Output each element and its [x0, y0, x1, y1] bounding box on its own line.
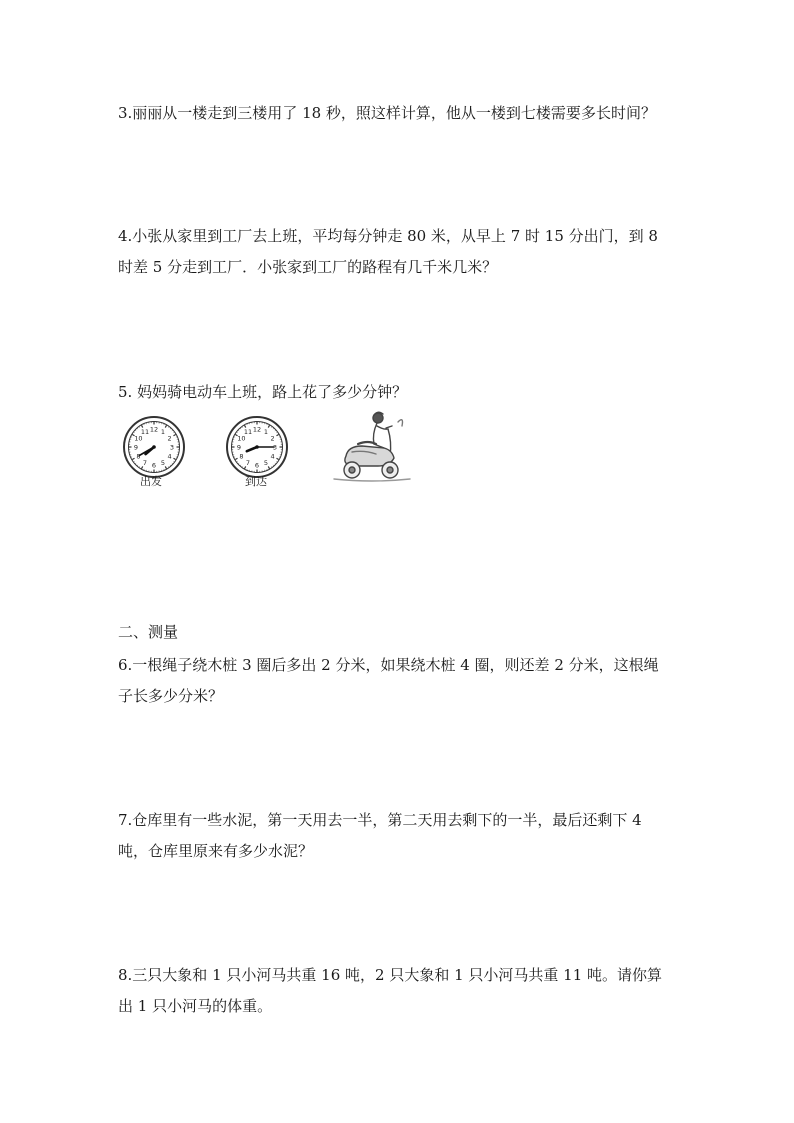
clock-depart-numeral: 4 — [167, 452, 172, 461]
clock-arrive-icon — [225, 415, 289, 479]
clock-arrive-center — [255, 445, 259, 449]
question-5: 5. 妈妈骑电动车上班，路上花了多少分钟？ — [118, 383, 408, 401]
clock-arrive-numeral: 6 — [254, 461, 260, 470]
clock-arrive-numeral: 10 — [237, 434, 246, 443]
clock-arrive-numeral: 2 — [270, 434, 275, 443]
clock-arrive-numeral: 5 — [263, 458, 269, 467]
clock-depart-numeral: 5 — [160, 458, 166, 467]
clock-arrive-numeral: 11 — [243, 427, 253, 436]
question-7-line-1: 7.仓库里有一些水泥，第一天用去一半，第二天用去剩下的一半，最后还剩下 4 — [118, 811, 642, 829]
clock-arrive-numeral: 8 — [239, 452, 244, 461]
clock-depart-numeral: 9 — [133, 443, 139, 452]
clock-arrive-label: 到达 — [245, 475, 267, 488]
clock-arrive-numeral: 1 — [263, 427, 269, 436]
clock-depart-numeral: 11 — [140, 427, 150, 436]
question-4-line-2: 时差 5 分走到工厂．小张家到工厂的路程有几千米几米？ — [118, 258, 498, 276]
clock-depart-numeral: 2 — [167, 434, 172, 443]
question-8-line-2: 出 1 只小河马的体重。 — [118, 997, 273, 1015]
clock-depart-numeral: 6 — [151, 461, 157, 470]
question-4-line-1: 4.小张从家里到工厂去上班，平均每分钟走 80 米，从早上 7 时 15 分出门，到 8 — [118, 227, 658, 245]
question-3: 3.丽丽从一楼走到三楼用了 18 秒，照这样计算，他从一楼到七楼需要多长时间？ — [118, 104, 656, 122]
question-7-line-2: 吨，仓库里原来有多少水泥？ — [118, 842, 314, 860]
clock-arrive-numeral: 9 — [236, 443, 242, 452]
clock-arrive-numeral: 3 — [272, 443, 278, 452]
clock-arrive-numeral: 7 — [245, 458, 251, 467]
question-6-line-2: 子长多少分米？ — [118, 687, 224, 705]
clock-arrive-numeral: 4 — [270, 452, 275, 461]
question-8-line-1: 8.三只大象和 1 只小河马共重 16 吨，2 只大象和 1 只小河马共重 11 吨。请你算 — [118, 966, 663, 984]
clock-depart-numeral: 12 — [149, 425, 159, 434]
clock-depart-icon — [122, 415, 186, 479]
clock-depart-numeral: 3 — [169, 443, 175, 452]
question-6-line-1: 6.一根绳子绕木桩 3 圈后多出 2 分米，如果绕木桩 4 圈，则还差 2 分米，这根绳 — [118, 656, 659, 674]
clock-depart-numeral: 1 — [160, 427, 166, 436]
scooter-rider-icon — [328, 408, 412, 484]
clock-depart-label: 出发 — [140, 475, 162, 488]
clock-arrive-numeral: 12 — [252, 425, 262, 434]
clock-depart-numeral: 7 — [142, 458, 148, 467]
clock-depart-numeral: 8 — [136, 452, 141, 461]
section-2-heading: 二、测量 — [118, 623, 179, 641]
clock-depart-center — [152, 445, 156, 449]
clock-depart-numeral: 10 — [134, 434, 143, 443]
